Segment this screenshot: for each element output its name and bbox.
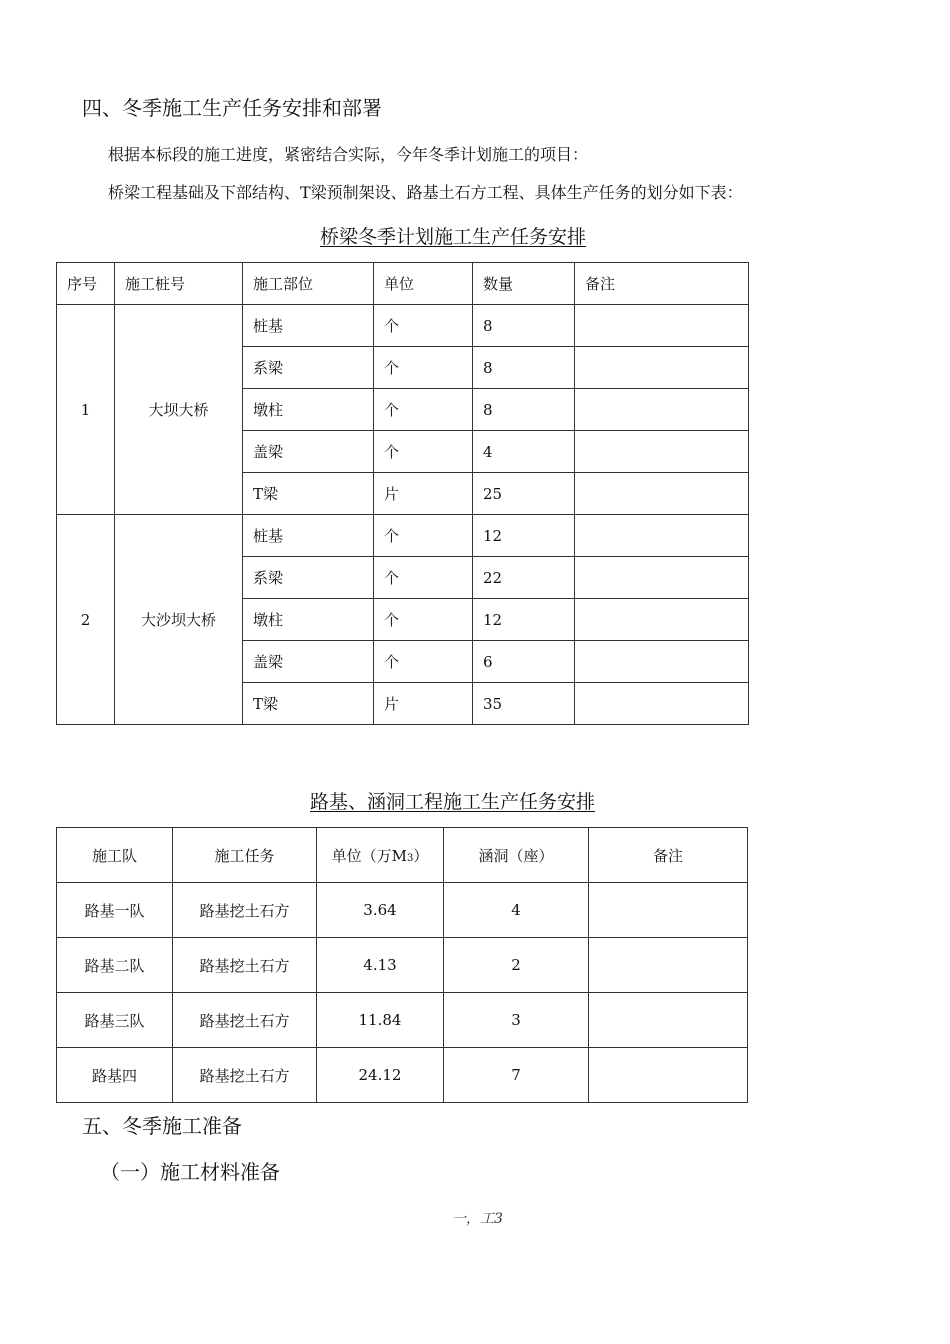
note-cell	[589, 883, 748, 938]
note-cell	[575, 473, 749, 515]
bridge-task-table	[56, 262, 749, 725]
table-row	[57, 1048, 748, 1103]
culvert-cell: 3	[444, 993, 589, 1048]
note-cell	[589, 1048, 748, 1103]
culvert-cell: 7	[444, 1048, 589, 1103]
unit-cell: 24.12	[317, 1048, 444, 1103]
station-name: 大坝大桥	[115, 305, 243, 515]
note-cell	[589, 993, 748, 1048]
unit-cell: 个	[374, 389, 473, 431]
page-footer: 一，工3	[452, 1211, 503, 1227]
part-cell: T梁	[243, 683, 374, 725]
qty-cell: 4	[473, 431, 575, 473]
table-row	[57, 515, 749, 557]
unit-cell: 4.13	[317, 938, 444, 993]
header-cell: 备注	[589, 828, 748, 883]
part-cell: 系梁	[243, 557, 374, 599]
header-cell: 涵洞（座）	[444, 828, 589, 883]
task-cell: 路基挖土石方	[173, 883, 317, 938]
qty-cell: 22	[473, 557, 575, 599]
part-cell: T梁	[243, 473, 374, 515]
table-row	[57, 305, 749, 347]
culvert-cell: 2	[444, 938, 589, 993]
header-cell: 施工部位	[243, 263, 374, 305]
note-cell	[575, 599, 749, 641]
header-cell: 施工桩号	[115, 263, 243, 305]
part-cell: 盖梁	[243, 431, 374, 473]
unit-cell: 片	[374, 473, 473, 515]
qty-cell: 25	[473, 473, 575, 515]
header-cell: 备注	[575, 263, 749, 305]
row-number: 2	[57, 515, 115, 725]
unit-cell: 11.84	[317, 993, 444, 1048]
header-cell-unit	[317, 828, 444, 883]
header-cell: 施工队	[57, 828, 173, 883]
qty-cell: 6	[473, 641, 575, 683]
part-cell: 系梁	[243, 347, 374, 389]
part-cell: 墩柱	[243, 599, 374, 641]
culvert-cell: 4	[444, 883, 589, 938]
qty-cell: 12	[473, 515, 575, 557]
unit-cell: 个	[374, 599, 473, 641]
task-cell: 路基挖土石方	[173, 993, 317, 1048]
paragraph-intro: 根据本标段的施工进度，紧密结合实际，今年冬季计划施工的项目：	[108, 145, 589, 164]
unit-cell: 3.64	[317, 883, 444, 938]
part-cell: 墩柱	[243, 389, 374, 431]
part-cell: 桩基	[243, 305, 374, 347]
roadbed-task-table	[56, 827, 748, 1103]
note-cell	[575, 515, 749, 557]
team-cell: 路基四	[57, 1048, 173, 1103]
unit-cell: 个	[374, 305, 473, 347]
note-cell	[575, 305, 749, 347]
header-cell: 数量	[473, 263, 575, 305]
section-heading-4: 四、冬季施工生产任务安排和部署	[82, 96, 382, 120]
note-cell	[575, 683, 749, 725]
unit-cell: 个	[374, 431, 473, 473]
qty-cell: 12	[473, 599, 575, 641]
task-cell: 路基挖土石方	[173, 938, 317, 993]
section-heading-5: 五、冬季施工准备	[82, 1114, 242, 1138]
unit-cell: 个	[374, 515, 473, 557]
note-cell	[589, 938, 748, 993]
unit-cell: 个	[374, 641, 473, 683]
subsection-heading-5-1: （一）施工材料准备	[100, 1160, 280, 1184]
table-row	[57, 938, 748, 993]
header-cell: 序号	[57, 263, 115, 305]
table-header-row	[57, 263, 749, 305]
note-cell	[575, 347, 749, 389]
note-cell	[575, 557, 749, 599]
note-cell	[575, 641, 749, 683]
unit-cell: 个	[374, 347, 473, 389]
task-cell: 路基挖土石方	[173, 1048, 317, 1103]
table-header-row	[57, 828, 748, 883]
part-cell: 桩基	[243, 515, 374, 557]
row-number: 1	[57, 305, 115, 515]
station-name: 大沙坝大桥	[115, 515, 243, 725]
table2-title: 路基、涵洞工程施工生产任务安排	[310, 791, 596, 813]
team-cell: 路基三队	[57, 993, 173, 1048]
note-cell	[575, 431, 749, 473]
unit-label: 单位（万M	[331, 846, 407, 865]
qty-cell: 8	[473, 389, 575, 431]
team-cell: 路基二队	[57, 938, 173, 993]
part-cell: 盖梁	[243, 641, 374, 683]
paragraph-items: 桥梁工程基础及下部结构、T梁预制架设、路基土石方工程、具体生产任务的划分如下表：	[108, 183, 743, 202]
unit-close-paren: ）	[413, 846, 429, 865]
unit-superscript: 3	[406, 852, 414, 864]
table1-title: 桥梁冬季计划施工生产任务安排	[320, 226, 587, 248]
header-cell: 施工任务	[173, 828, 317, 883]
unit-cell: 个	[374, 557, 473, 599]
qty-cell: 35	[473, 683, 575, 725]
table-row	[57, 993, 748, 1048]
unit-cell: 片	[374, 683, 473, 725]
team-cell: 路基一队	[57, 883, 173, 938]
note-cell	[575, 389, 749, 431]
qty-cell: 8	[473, 347, 575, 389]
header-cell: 单位	[374, 263, 473, 305]
qty-cell: 8	[473, 305, 575, 347]
table-row	[57, 883, 748, 938]
